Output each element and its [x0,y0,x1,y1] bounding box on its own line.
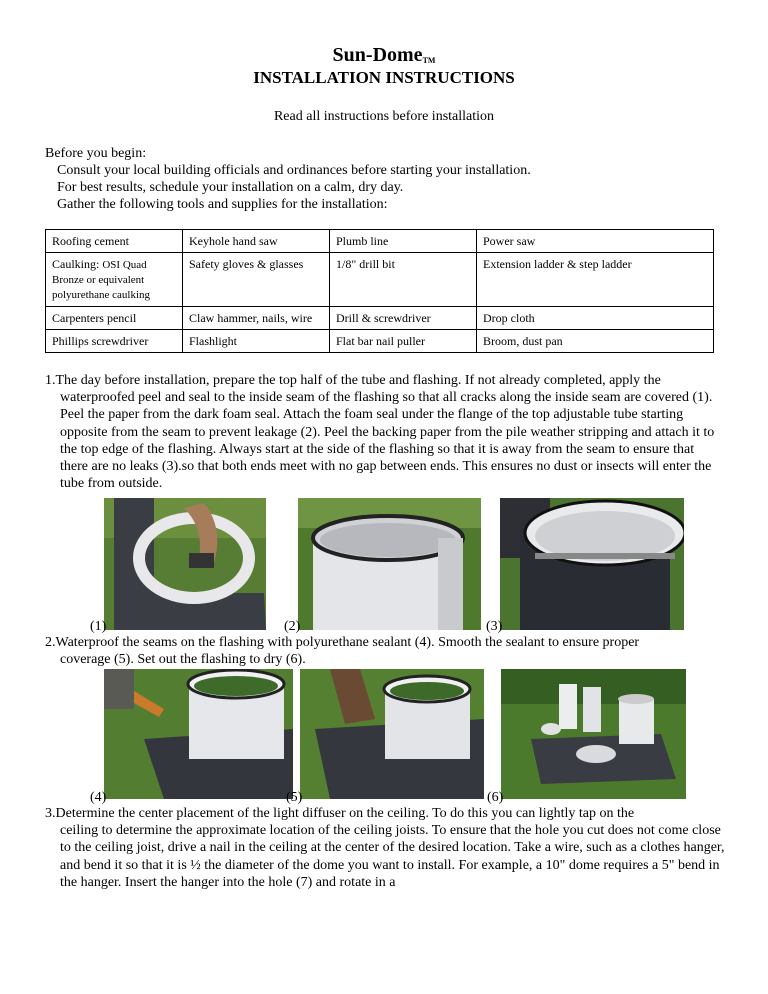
photo-6 [501,669,686,799]
trademark: TM [422,56,436,65]
table-cell: Caulking: OSI Quad Bronze or equivalent polyurethane caulking [46,253,183,307]
table-cell: Plumb line [330,230,477,253]
table-cell: Power saw [477,230,714,253]
table-cell: Carpenters pencil [46,307,183,330]
before-section [45,145,745,213]
before-line: For best results, schedule your installation on a calm, dry day. [57,180,404,195]
table-cell: Claw hammer, nails, wire [183,307,330,330]
document-title: Sun-Dome$_{TM}$ [332,44,436,66]
table-cell: Drill & screwdriver [330,307,477,330]
table-cell: Flashlight [183,330,330,353]
caption-5: (5) [286,790,303,805]
table-cell: Roofing cement [46,230,183,253]
step-3-body: ceiling to determine the approximate location of the ceiling joists. To ensure that the hole you cut does not come close to the ceiling joist, drive a nail in the ceiling at the center of the desired location. Take a wire, such as a clothes hanger, and bend it so that it is ½ the diameter of the dome you want to install. For example, a 10" dome requires a 5" bend in the hanger. Insert the hanger into the hole (7) and rotate in a [60,823,725,890]
step-1-body: waterproofed peel and seal to the inside seam of the flashing so that all cracks along the inside seam are covered (1). Peel the paper from the dark foam seal. Attach the foam seal under the flange of the top adjustable tube starting opposite from the seam to prevent leakage (2). Peel the backing paper from the pile weather stripping and attach it to the top edge of the flashing. Always start at the side of the flashing so that it is away from the seam to ensure that there are no leaks (3).so that both ends meet with no gap between ends. This ensures no dust or insects will enter the tube from outside. [60,390,715,492]
table-row [46,253,714,307]
table-row [46,330,714,353]
table-cell: Keyhole hand saw [183,230,330,253]
photo-3 [500,498,684,630]
table-cell: Broom, dust pan [477,330,714,353]
table-cell: Extension ladder & step ladder [477,253,714,307]
step-2-body: coverage (5). Set out the flashing to dry (6). [60,652,306,668]
table-cell: Phillips screwdriver [46,330,183,353]
caption-2: (2) [284,619,301,634]
read-all-note: Read all instructions before installation [273,109,495,124]
before-line: Consult your local building officials and ordinances before starting your installation. [57,163,531,178]
caption-6: (6) [487,790,504,805]
tools-table [45,229,714,353]
step-1-first-line: 1.The day before installation, prepare the top half of the tube and flashing. If not already completed, apply the [45,373,661,388]
caption-3: (3) [486,619,503,634]
table-row [46,307,714,330]
table-cell: Drop cloth [477,307,714,330]
step-1 [45,372,725,492]
table-row [46,230,714,253]
step-3 [45,805,725,891]
photo-1 [104,498,266,630]
caption-1: (1) [90,619,107,634]
caulking-detail: OSI Quad Bronze or equivalent polyurethane caulking [52,259,151,301]
caption-4: (4) [90,790,107,805]
step-2-first-line: 2.Waterproof the seams on the flashing with polyurethane sealant (4). Smooth the sealant to ensure proper [45,635,640,650]
step-3-first-line: 3.Determine the center placement of the light diffuser on the ceiling. To do this you can lightly tap on the [45,806,635,821]
step-2 [45,634,725,668]
table-cell: Safety gloves & glasses [183,253,330,307]
photo-5 [300,669,484,799]
table-cell: Flat bar nail puller [330,330,477,353]
before-line: Gather the following tools and supplies for the installation: [57,197,388,212]
before-heading: Before you begin: [45,146,147,161]
table-cell: 1/8" drill bit [330,253,477,307]
photo-4 [104,669,293,799]
photo-2 [298,498,481,630]
document-subtitle: INSTALLATION INSTRUCTIONS [253,68,515,87]
